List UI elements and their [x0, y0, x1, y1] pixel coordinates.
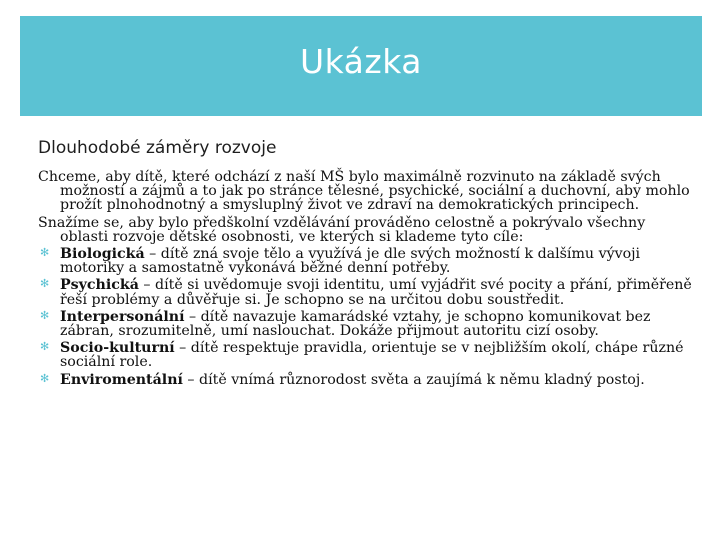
goal-text: – dítě respektuje pravidla, orientuje se v nejbližším okolí, chápe různé sociální role. — [60, 340, 684, 371]
goal-term: Interpersonální — [60, 308, 185, 325]
list-item — [38, 341, 692, 369]
asterisk-bullet-icon: ✻ — [40, 371, 50, 385]
goal-term: Enviromentální — [60, 371, 183, 388]
slide-subtitle: Dlouhodobé záměry rozvoje — [38, 138, 277, 158]
asterisk-bullet-icon: ✻ — [40, 246, 50, 260]
list-item — [38, 373, 692, 387]
goal-list — [38, 247, 692, 387]
lead-paragraph: Snažíme se, aby bylo předškolní vzdělávání prováděno celostně a pokrývalo všechny oblasti rozvoje dětské osobnosti, ve kterých si klademe tyto cíle: — [38, 214, 646, 245]
title-banner — [20, 16, 702, 116]
goal-text: – dítě zná svoje tělo a využívá je dle svých možností k dalšímu vývoji motoriky a samostatně vykonává běžné denní potřeby. — [60, 246, 641, 277]
slide-title: Ukázka — [300, 42, 422, 81]
goal-text: – dítě si uvědomuje svoji identitu, umí vyjádřit své pocity a přání, přiměřeně řeší problémy a důvěřuje si. Je schopno se na určitou dobu soustředit. — [60, 277, 692, 308]
asterisk-bullet-icon: ✻ — [40, 277, 50, 291]
goal-text: – dítě vnímá různorodost světa a zaujímá k němu kladný postoj. — [182, 371, 645, 388]
list-item — [38, 310, 692, 338]
goal-term: Psychická — [60, 277, 139, 294]
intro-paragraph: Chceme, aby dítě, které odchází z naší MŠ bylo maximálně rozvinuto na základě svých možností a zájmů a to jak po stránce tělesné, psychické, sociální a duchovní, aby mohlo prožít plnohodnotný a smysluplný život ve zdraví na demokratických principech. — [38, 169, 690, 214]
slide-body — [38, 170, 692, 390]
asterisk-bullet-icon: ✻ — [40, 340, 50, 354]
goal-term: Socio-kulturní — [60, 340, 175, 357]
goal-term: Biologická — [60, 246, 145, 263]
list-item — [38, 278, 692, 306]
asterisk-bullet-icon: ✻ — [40, 308, 50, 322]
list-item — [38, 247, 692, 275]
goal-text: – dítě navazuje kamarádské vztahy, je schopno komunikovat bez zábran, srozumitelně, umí naslouchat. Dokáže přijmout autoritu cizí osoby. — [60, 308, 651, 340]
